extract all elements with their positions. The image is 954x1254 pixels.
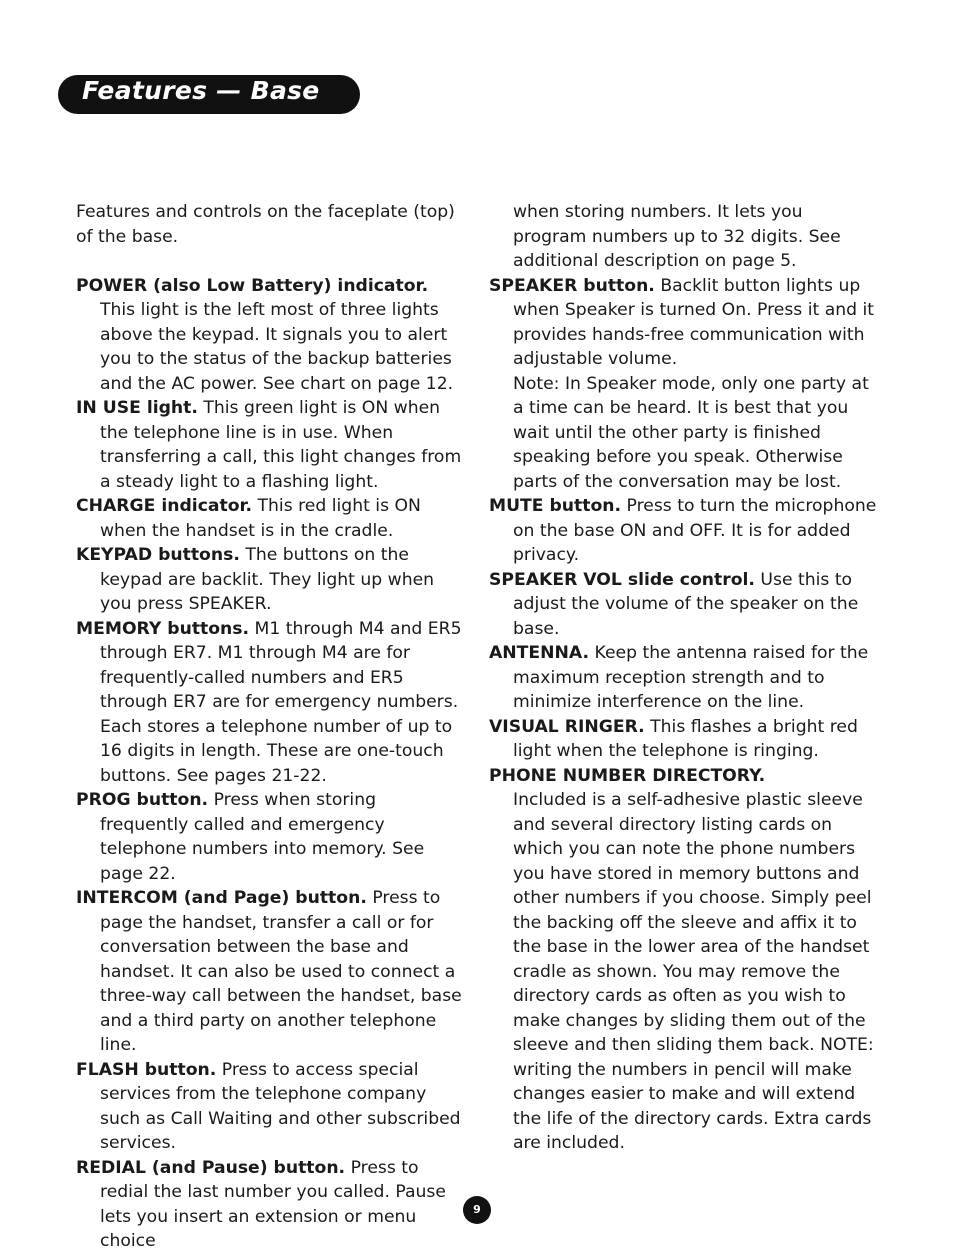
page-number: 9 xyxy=(473,1203,481,1216)
feature-entry-antenna xyxy=(489,641,881,715)
feature-entry-mute xyxy=(489,494,881,568)
feature-term: ANTENNA. xyxy=(489,643,590,663)
feature-term: INTERCOM (and Page) button. xyxy=(76,888,367,908)
feature-term: KEYPAD buttons. xyxy=(76,545,240,565)
feature-description: M1 through M4 and ER5 through ER7. M1 through M4 are for frequently-called numbers and ER5 through ER7 are for emergency numbers. Each stores a telephone number of up to 16 digits in length. These are one-touch buttons. See pages 21-22. xyxy=(100,618,462,786)
feature-description: Use this to adjust the volume of the speaker on the base. xyxy=(513,569,859,639)
feature-entry-memory xyxy=(76,617,468,789)
feature-entry-charge xyxy=(76,494,468,543)
feature-entry-keypad xyxy=(76,543,468,617)
feature-term: PHONE NUMBER DIRECTORY. xyxy=(489,765,766,786)
feature-term: SPEAKER button. xyxy=(489,275,655,296)
feature-description: This red light is ON when the handset is in the cradle. xyxy=(100,496,421,541)
feature-description: Press to turn the microphone on the base ON and OFF. It is for added privacy. xyxy=(513,496,877,565)
feature-entry-speaker-vol xyxy=(489,568,881,642)
feature-entry-visual-ringer xyxy=(489,715,881,764)
feature-term: POWER (also Low Battery) indicator. xyxy=(76,275,429,296)
feature-description: Press to redial the last number you called. Pause lets you insert an extension or menu choice xyxy=(100,1157,446,1251)
feature-entry-redial xyxy=(76,1156,468,1254)
right-column xyxy=(489,200,881,1156)
feature-term: VISUAL RINGER. xyxy=(489,716,645,737)
page-number-badge xyxy=(463,1196,491,1224)
feature-term: PROG button. xyxy=(76,790,209,810)
feature-term: MEMORY buttons. xyxy=(76,618,250,639)
feature-description: Press to access special services from the telephone company such as Call Waiting and other subscribed services. xyxy=(100,1059,461,1153)
section-banner xyxy=(58,75,360,114)
feature-entry-flash xyxy=(76,1058,468,1156)
feature-term: IN USE light. xyxy=(76,398,198,418)
feature-term: MUTE button. xyxy=(489,496,622,516)
feature-term: FLASH button. xyxy=(76,1059,217,1080)
speaker-note: Note: In Speaker mode, only one party at a time can be heard. It is best that you wait until the other party is finished speaking before you speak. Otherwise parts of the conversation may be lost. xyxy=(513,373,869,492)
feature-description: Press when storing frequently called and emergency telephone numbers into memory. See page 22. xyxy=(100,790,425,884)
feature-description: Included is a self-adhesive plastic sleeve and several directory listing cards on which you can note the phone numbers you have stored in memory buttons and other numbers if you choose. Simply peel the backing off the sleeve and affix it to the base in the lower area of the handset cradle as shown. You may remove the directory cards as often as you wish to make changes by sliding them out of the sleeve and then sliding them back. NOTE: writing the numbers in pencil will make changes easier to make and will extend the life of the directory cards. Extra cards are included. xyxy=(513,790,874,1153)
feature-entry-speaker xyxy=(489,274,881,495)
feature-entry-in-use xyxy=(76,396,468,494)
feature-description: This light is the left most of three lights above the keypad. It signals you to alert you to the status of the backup batteries and the AC power. See chart on page 12. xyxy=(100,300,454,394)
feature-description: This green light is ON when the telephone line is in use. When transferring a call, this light changes from a steady light to a flashing light. xyxy=(100,398,462,492)
section-title: Features — Base xyxy=(82,76,320,105)
feature-term: REDIAL (and Pause) button. xyxy=(76,1157,346,1178)
redial-continuation: when storing numbers. It lets you program numbers up to 32 digits. See additional description on page 5. xyxy=(513,202,841,271)
feature-description: This flashes a bright red light when the telephone is ringing. xyxy=(513,716,858,761)
feature-description: Press to page the handset, transfer a call or for conversation between the base and handset. It can also be used to connect a three-way call between the handset, base and a third party on another telephone line. xyxy=(100,888,462,1055)
feature-description: Backlit button lights up when Speaker is turned On. Press it and it provides hands-free communication with adjustable volume. xyxy=(513,275,875,369)
feature-description: Keep the antenna raised for the maximum reception strength and to minimize interference on the line. xyxy=(513,643,869,712)
intro-paragraph: Features and controls on the faceplate (top) of the base. xyxy=(76,202,455,247)
feature-term: CHARGE indicator. xyxy=(76,496,253,516)
feature-description: The buttons on the keypad are backlit. They light up when you press SPEAKER. xyxy=(100,545,435,614)
feature-entry-prog xyxy=(76,788,468,886)
feature-term: SPEAKER VOL slide control. xyxy=(489,569,755,590)
feature-entry-intercom xyxy=(76,886,468,1058)
feature-entry-phone-directory xyxy=(489,764,881,1156)
left-column xyxy=(76,200,468,1254)
feature-entry-power xyxy=(76,274,468,397)
